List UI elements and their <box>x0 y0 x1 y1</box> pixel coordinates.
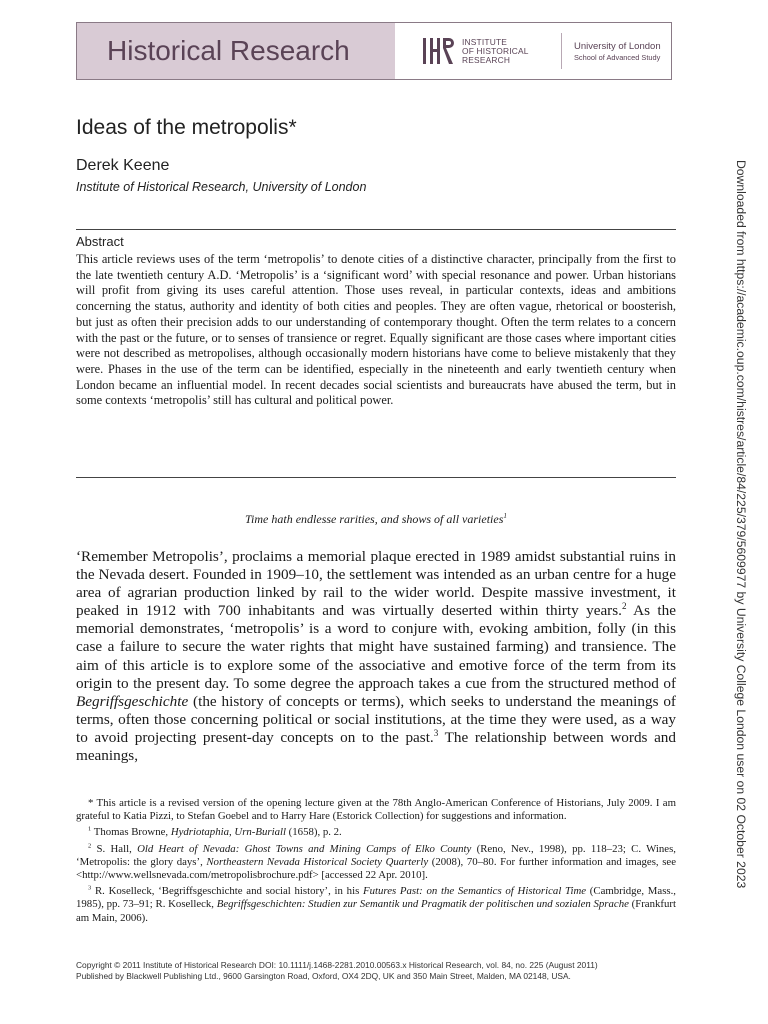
article-author: Derek Keene <box>76 157 170 174</box>
epigraph: Time hath endlesse rarities, and shows of all varieties$^1$ <box>245 512 507 526</box>
copyright-notice: Copyright © 2011 Institute of Historical Research DOI: 10.1111/j.1468-2281.2010.00563.x Historical Research, vol. 84, no. 225 (August 2011) Published by Blackwell Publishing Ltd., 9600 Garsington Road, Oxford, OX4 2DQ, UK and 350 Main Street, Malden, MA 02148, USA. <box>76 960 598 981</box>
footnote-ref-2: 2 <box>621 601 627 612</box>
journal-banner <box>76 22 672 80</box>
body-paragraph: ‘Remember Metropolis’, proclaims a memorial plaque erected in 1989 amidst substantial ruins in the Nevada desert. Founded in 1909–10, the settlement was intended as an urban centre for a huge area of agrarian production linked by rail to the wider world. Despite massive investment, it peaked in 1912 with 700 inhabitants and was virtually deserted within thirty years.$^2$ As the memorial demonstrates, ‘metropolis’ is a word to conjure with, evoking ambition, folly (in this case a failure to secure the water rights that might have sustained farming) and transience. The aim of this article is to explore some of the associative and emotive force of the term from its origin to the present day. To some degree the approach takes a cue from the structured method of Begriffsgeschichte (the history of concepts or terms), which seeks to understand the meanings of terms, often those concerning political or social institutions, at the time they were used, as a way to avoid projecting present-day concepts on to the past.$^3$ The relationship between words and meanings, <box>76 548 676 765</box>
footnote-ref-1: 1 <box>503 512 507 520</box>
school-name: School of Advanced Study <box>574 52 661 62</box>
footnote-star: * This article is a revised version of the opening lecture given at the 78th Anglo-American Conference of Historians, July 2009. I am grateful to Katia Pizzi, to Stefan Goebel and to Harry Hare (Estorick Collection) for suggestions and information. <box>76 797 676 823</box>
ihr-name: INSTITUTE OF HISTORICAL RESEARCH <box>462 36 529 65</box>
university-name: University of London <box>574 40 661 52</box>
footnote-3: $^3$ R. Koselleck, ‘Begriffsgeschichte and social history’, in his Futures Past: on the Semantics of Historical Time (Cambridge, Mass., 1985), pp. 73–91; R. Koselleck, Begriffsgeschichten: Studien zur Semantik und Pragmatik der politischen und sozialen Sprache (Frankfurt am Main, 2006). <box>76 884 676 924</box>
footnote-2: $^2$ S. Hall, Old Heart of Nevada: Ghost Towns and Mining Camps of Elko County (Reno, Nev., 1998), pp. 118–23; C. Wines, ‘Metropolis: the glory days’, Northeastern Nevada Historical Society Quarterly (2008), 70–80. For further information and images, see <http://www.wellsnevada.com/metropolisbrochure.pdf> [accessed 22 Apr. 2010]. <box>76 842 676 882</box>
journal-name: Historical Research <box>77 23 395 79</box>
abstract-heading: Abstract <box>76 234 124 249</box>
abstract-text: This article reviews uses of the term ‘metropolis’ to denote cities of a distinctive character, principally from the first to the late twentieth century A.D. ‘Metropolis’ is a ‘significant word’ with special resonance and power. Urban historians will profit from giving its uses careful attention. Those uses reveal, in particular contexts, ideas and ambitions concerning the status, authority and identity of both cities and peoples. They are often vague, rhetorical or boosterish, but just as often their precision adds to our understanding of contemporary thought. Often the term relates to a concern with the past or the future, or to senses of transience or regret. Equally significant are those cases where important cities were not described as metropolises, although occasionally modern historians have come to believe mistakenly that they were. Phases in the use of the term can be identified, especially in the nineteenth and early twentieth century when London became an influential model. In recent decades social scientists and bureaucrats have abused the term, but in some contexts ‘metropolis’ still has cultural and political power. <box>76 252 676 408</box>
author-affiliation: Institute of Historical Research, University of London <box>76 180 367 194</box>
article-title: Ideas of the metropolis* <box>76 116 297 139</box>
footnote-1: $^1$ Thomas Browne, Hydriotaphia, Urn-Buriall (1658), p. 2. <box>88 825 342 839</box>
download-note: Downloaded from https://academic.oup.com/histres/article/84/225/379/5609977 by University College London user on 02 October 2023 <box>734 160 748 889</box>
footnotes <box>76 797 676 928</box>
ihr-block <box>395 23 561 79</box>
university-block <box>561 33 661 69</box>
abstract-top-rule <box>76 229 676 230</box>
footnote-ref-3: 3 <box>433 727 439 738</box>
abstract-bottom-rule <box>76 477 676 478</box>
ihr-logo-icon <box>421 34 455 68</box>
